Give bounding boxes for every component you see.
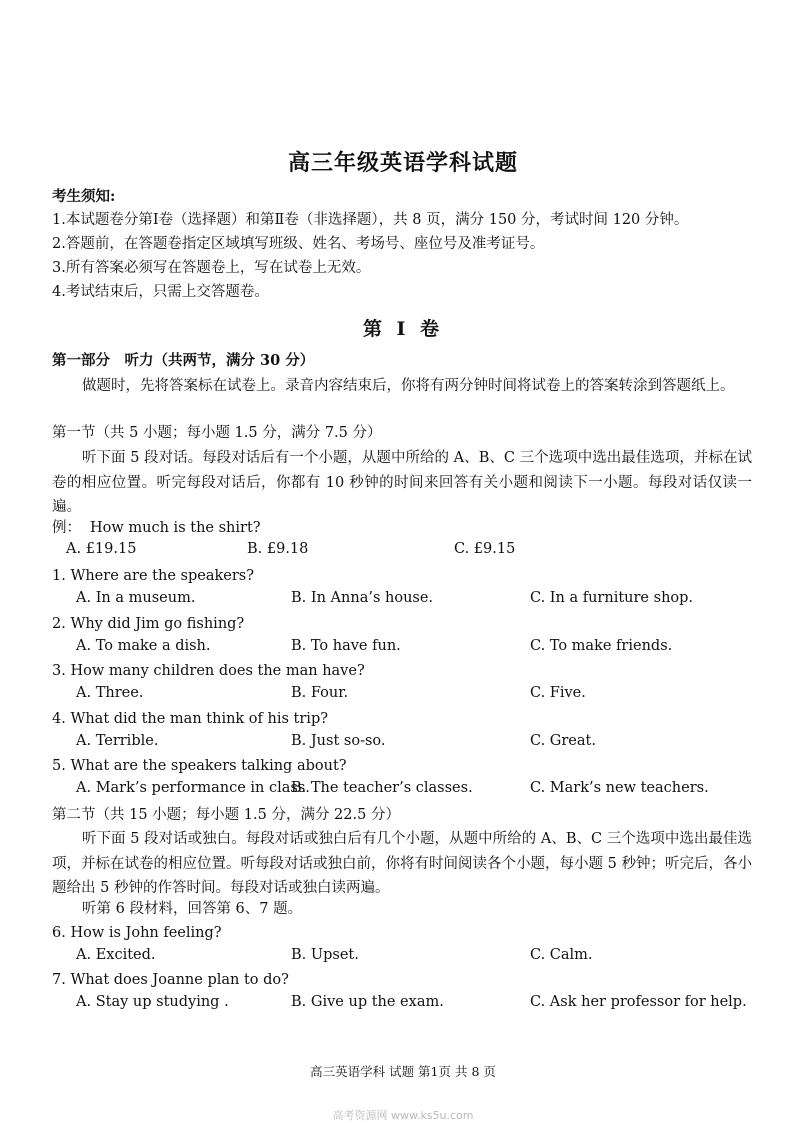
q4-option-b: B. Just so-so. bbox=[291, 733, 386, 749]
question-4: 4. What did the man think of his trip? bbox=[52, 711, 328, 727]
example-label: 例： bbox=[52, 520, 81, 536]
question-2: 2. Why did Jim go fishing? bbox=[52, 616, 245, 632]
q7-option-c: C. Ask her professor for help. bbox=[530, 994, 747, 1010]
example-option-b: B. £9.18 bbox=[247, 541, 309, 557]
example-question: How much is the shirt? bbox=[90, 520, 261, 536]
q5-option-c: C. Mark’s new teachers. bbox=[530, 780, 709, 796]
q3-option-a: A. Three. bbox=[76, 685, 144, 701]
notice-item-1: 1.本试题卷分第Ⅰ卷（选择题）和第Ⅱ卷（非选择题），共 8 页，满分 150 分，考试时间 120 分钟。 bbox=[52, 212, 689, 228]
q6-option-a: A. Excited. bbox=[76, 947, 156, 963]
q5-option-b: B. The teacher’s classes. bbox=[291, 780, 473, 796]
q3-option-b: B. Four. bbox=[291, 685, 349, 701]
exam-title: 高三年级英语学科试题 bbox=[287, 150, 518, 176]
part1-intro: 做题时，先将答案标在试卷上。录音内容结束后，你将有两分钟时间将试卷上的答案转涂到答题纸上。 bbox=[82, 378, 735, 394]
question-5: 5. What are the speakers talking about? bbox=[52, 758, 347, 774]
example-option-c: C. £9.15 bbox=[454, 541, 516, 557]
question-3: 3. How many children does the man have? bbox=[52, 663, 365, 679]
example-option-a: A. £19.15 bbox=[66, 541, 137, 557]
q2-option-b: B. To have fun. bbox=[291, 638, 401, 654]
q4-option-a: A. Terrible. bbox=[76, 733, 159, 749]
section-title: 第 I 卷 bbox=[362, 318, 444, 340]
q1-option-a: A. In a museum. bbox=[76, 590, 196, 606]
section2-material: 听第 6 段材料，回答第 6、7 题。 bbox=[82, 901, 303, 917]
section2-instructions: 听下面 5 段对话或独白。每段对话或独白后有几个小题，从题中所给的 A、B、C 三个选项中选出最佳选项，并标在试卷的相应位置。听每段对话或独白前，你将有时间阅读各个小题，每小题 5 秒钟；听完后，各小题给出 5 秒钟的作答时间。每段对话或独白读两遍。 bbox=[52, 831, 752, 896]
exam-page bbox=[52, 0, 754, 1122]
q5-option-a: A. Mark’s performance in class. bbox=[76, 780, 310, 796]
section1-instructions: 听下面 5 段对话。每段对话后有一个小题，从题中所给的 A、B、C 三个选项中选出最佳选项，并标在试卷的相应位置。听完每段对话后，你都有 10 秒钟的时间来回答有关小题和阅读下一小题。每段对话仅读一遍。 bbox=[52, 450, 752, 515]
q7-option-a: A. Stay up studying . bbox=[76, 994, 229, 1010]
page-footer: 高三英语学科 试题 第1页 共 8 页 bbox=[310, 1064, 496, 1079]
notice-heading: 考生须知: bbox=[52, 188, 116, 205]
watermark: 高考资源网 www.ks5u.com bbox=[332, 1109, 474, 1122]
notice-item-2: 2.答题前，在答题卷指定区域填写班级、姓名、考场号、座位号及准考证号。 bbox=[52, 236, 545, 252]
question-6: 6. How is John feeling? bbox=[52, 925, 222, 941]
q2-option-c: C. To make friends. bbox=[530, 638, 673, 654]
notice-item-4: 4.考试结束后，只需上交答题卷。 bbox=[52, 284, 269, 300]
q1-option-c: C. In a furniture shop. bbox=[530, 590, 694, 606]
q1-option-b: B. In Anna’s house. bbox=[291, 590, 434, 606]
question-1: 1. Where are the speakers? bbox=[52, 568, 254, 584]
q4-option-c: C. Great. bbox=[530, 733, 596, 749]
q7-option-b: B. Give up the exam. bbox=[291, 994, 444, 1010]
notice-item-3: 3.所有答案必须写在答题卷上，写在试卷上无效。 bbox=[52, 260, 371, 276]
q6-option-b: B. Upset. bbox=[291, 947, 359, 963]
section1-heading: 第一节（共 5 小题；每小题 1.5 分，满分 7.5 分） bbox=[52, 425, 382, 441]
q6-option-c: C. Calm. bbox=[530, 947, 593, 963]
part1-heading: 第一部分 听力（共两节，满分 30 分） bbox=[52, 352, 315, 369]
q2-option-a: A. To make a dish. bbox=[76, 638, 211, 654]
q3-option-c: C. Five. bbox=[530, 685, 586, 701]
question-7: 7. What does Joanne plan to do? bbox=[52, 972, 289, 988]
section2-heading: 第二节（共 15 小题；每小题 1.5 分，满分 22.5 分） bbox=[52, 807, 400, 823]
